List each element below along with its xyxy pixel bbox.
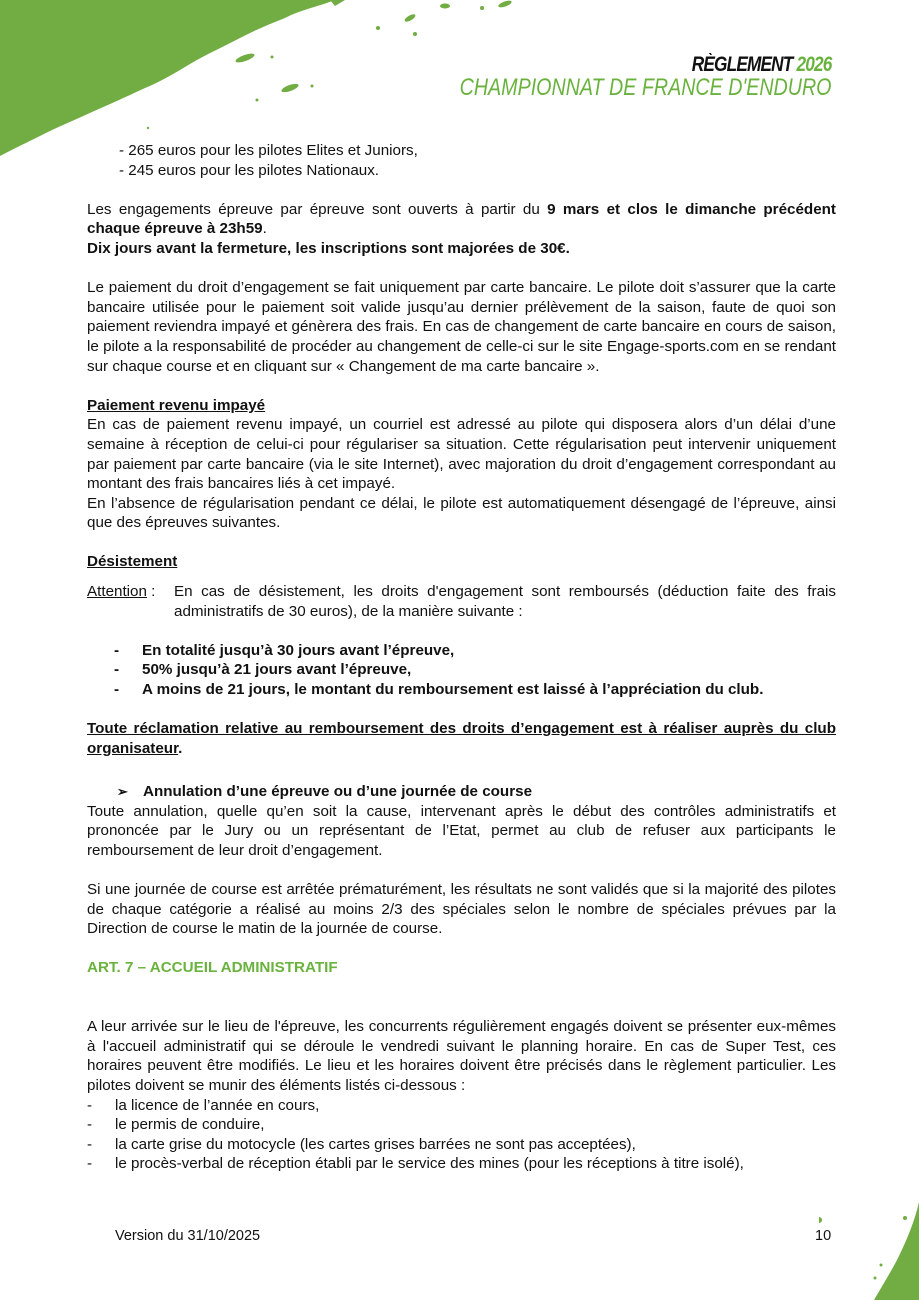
- attention-label: Attention: [87, 583, 147, 601]
- article-7-intro: A leur arrivée sur le lieu de l'épreuve, les concurrents régulièrement engagés doivent se présenter eux-mêmes à l'accueil administratif qui se déroule le vendredi suivant le planning horaire. En cas de Super Test, ces horaires peuvent être modifiés. Le lieu et les horaires doivent être précisés dans le règlement particulier. Les pilotes doivent se munir des éléments listés ci-dessous :: [87, 1018, 836, 1094]
- required-document: - la carte grise du motocycle (les cartes grises barrées ne sont pas acceptées),: [87, 1135, 636, 1153]
- payment-paragraph: Le paiement du droit d’engagement se fait uniquement par carte bancaire. Le pilote doit s’assurer que la carte bancaire utilisée pour le paiement soit valide jusqu’au dernier prélèvement de la saison, faute de quoi son paiement reviendra impayé et génèrera des frais. En cas de changement de carte bancaire en cours de saison, le pilote a la responsabilité de procéder au changement de celle-ci sur le site Engage-sports.com en se rendant sur chaque course et en cliquant sur « Changement de ma carte bancaire ».: [87, 279, 836, 375]
- page-number: 10: [815, 1228, 832, 1244]
- unpaid-paragraph: En cas de paiement revenu impayé, un courriel est adressé au pilote qui disposera alors d’un délai d’une semaine à réception de celui-ci pour régulariser sa situation. Cette régularisation peut intervenir uniquement par paiement par carte bancaire (via le site Internet), avec majoration du droit d’engagement correspondant au montant des frais bancaires liés à cet impayé.: [87, 416, 836, 493]
- document-body: [87, 141, 836, 1174]
- brand-title: RÈGLEMENT 2026: [691, 53, 831, 76]
- refund-rule: - 50% jusqu’à 21 jours avant l’épreuve,: [114, 661, 412, 679]
- attention-text: En cas de désistement, les droits d'engagement sont remboursés (déduction faite des frais administratifs de 30 euros), de la manière suivante :: [174, 583, 836, 620]
- surcharge-notice: Dix jours avant la fermeture, les inscriptions sont majorées de 30€.: [87, 239, 570, 257]
- claim-notice: Toute réclamation relative au remboursement des droits d’engagement est à réaliser auprès du club organisateur.: [87, 720, 836, 757]
- fee-item: - 245 euros pour les pilotes Nationaux.: [119, 161, 380, 179]
- required-document: - la licence de l’année en cours,: [87, 1096, 320, 1114]
- cancellation-heading: ➢ Annulation d’une épreuve ou d’une journée de course: [117, 783, 533, 800]
- refund-rule: - A moins de 21 jours, le montant du remboursement est laissé à l’appréciation du club.: [114, 681, 764, 699]
- withdrawal-heading: Désistement: [87, 553, 178, 571]
- unpaid-paragraph-2: En l’absence de régularisation pendant ce délai, le pilote est automatiquement désengagé de l’épreuve, ainsi que des épreuves suivantes.: [87, 494, 836, 532]
- brand-subtitle: CHAMPIONNAT DE FRANCE D'ENDURO: [459, 74, 831, 101]
- unpaid-heading: Paiement revenu impayé: [87, 396, 266, 414]
- decorative-green-splash-bottom-right: [819, 1190, 919, 1300]
- article-7-title: ART. 7 – ACCUEIL ADMINISTRATIF: [87, 959, 338, 977]
- refund-rule: - En totalité jusqu’à 30 jours avant l’épreuve,: [114, 641, 455, 659]
- footer-version: Version du 31/10/2025: [115, 1228, 261, 1244]
- required-documents-list: [87, 1096, 836, 1174]
- refund-rules-list: [87, 641, 836, 700]
- required-document: - le permis de conduire,: [87, 1116, 265, 1134]
- required-document: - le procès-verbal de réception établi par le service des mines (pour les réceptions à titre isolé),: [87, 1155, 744, 1173]
- attention-note: Attention : En cas de désistement, les droits d'engagement sont remboursés (déduction faite des frais administratifs de 30 euros), de la manière suivante :: [87, 583, 836, 620]
- fee-list: [87, 141, 836, 180]
- fee-item: - 265 euros pour les pilotes Elites et Juniors,: [119, 142, 418, 159]
- cancellation-paragraph: Toute annulation, quelle qu’en soit la cause, intervenant après le début des contrôles administratifs et prononcée par le Jury ou un représentant de l’Etat, permet au club de refuser aux participants le remboursement de leur droit d’engagement.: [87, 802, 836, 859]
- engagements-paragraph: Les engagements épreuve par épreuve sont ouverts à partir du 9 mars et clos le dimanche précédent chaque épreuve à 23h59.: [87, 200, 836, 238]
- early-stop-paragraph: Si une journée de course est arrêtée prématurément, les résultats ne sont validés que si la majorité des pilotes de chaque catégorie a réalisé au moins 2/3 des spéciales selon le nombre de spéciales prévues par la Direction de course le matin de la journée de course.: [87, 880, 836, 938]
- arrow-bullet-icon: ➢: [117, 784, 128, 799]
- document-header-brand: [378, 54, 832, 100]
